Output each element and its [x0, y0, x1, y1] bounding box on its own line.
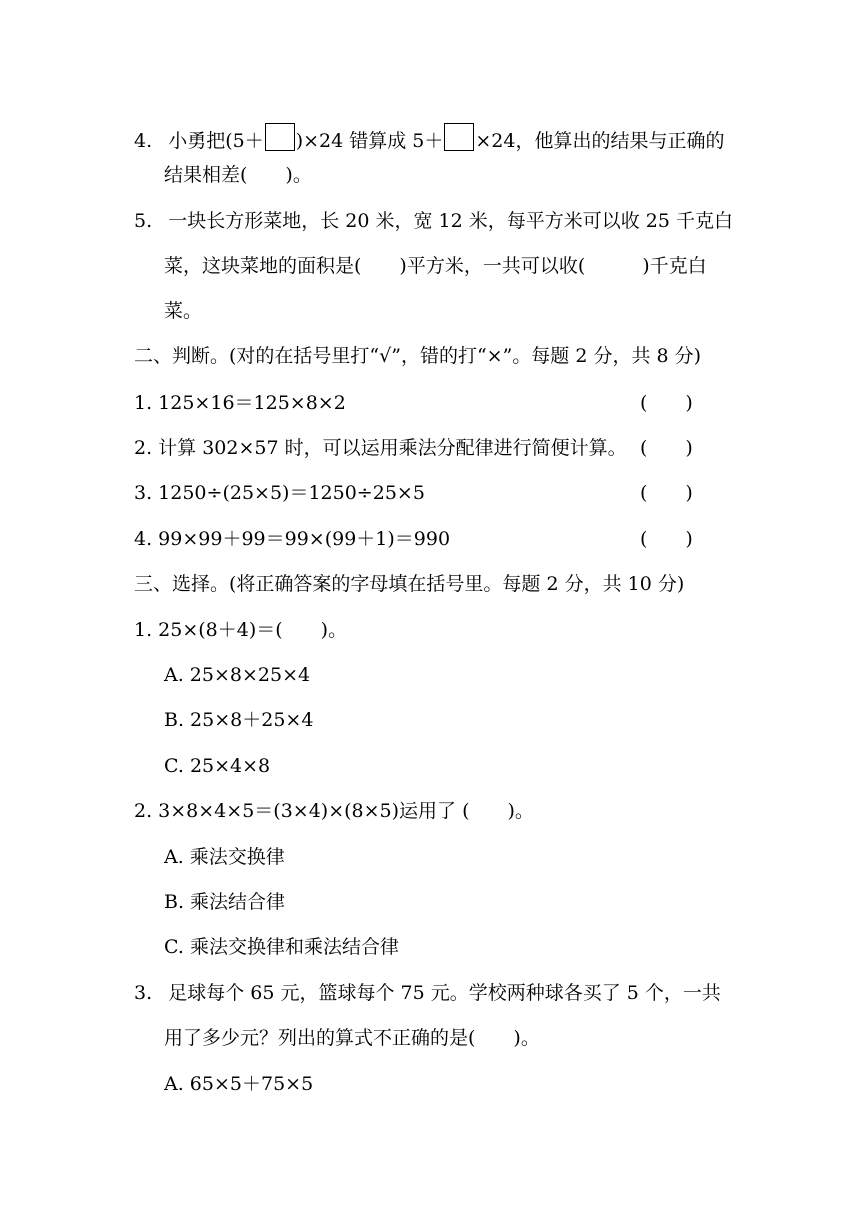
answer-paren[interactable]: ( ) [640, 437, 693, 459]
question-number: 5. [134, 210, 153, 232]
choice-question-3-line1 [134, 981, 721, 1005]
judge-item-1: 1. 125×16＝125×8×2 [134, 392, 346, 414]
judge-heading: 二、判断。(对的在括号里打“√”，错的打“×”。每题 2 分，共 8 分) [134, 345, 702, 367]
judge-item-4: 4. 99×99＋99＝99×(99＋1)＝990 [134, 528, 451, 550]
judge-item-2: 2. 计算 302×57 时，可以运用乘法分配律进行简便计算。 [134, 437, 627, 459]
question-number: 4. [134, 130, 153, 152]
choice-question-3-line2: 用了多少元？列出的算式不正确的是( )。 [164, 1027, 540, 1049]
option-c[interactable]: C. 乘法交换律和乘法结合律 [164, 936, 399, 958]
answer-paren[interactable]: ( ) [640, 482, 693, 504]
option-b[interactable]: B. 25×8＋25×4 [164, 709, 314, 731]
question-text: 一块长方形菜地，长 20 米，宽 12 米，每平方米可以收 25 千克白 [168, 210, 733, 232]
judge-item-3: 3. 1250÷(25×5)＝1250÷25×5 [134, 482, 425, 504]
question-5-line3: 菜。 [164, 300, 203, 322]
choice-question-2: 2. 3×8×4×5＝(3×4)×(8×5)运用了 ( )。 [134, 800, 534, 822]
answer-paren[interactable]: ( ) [640, 392, 693, 414]
question-text: 足球每个 65 元，篮球每个 75 元。学校两种球各买了 5 个，一共 [168, 982, 721, 1004]
choice-question-1: 1. 25×(8＋4)＝( )。 [134, 619, 348, 641]
question-4-line1 [134, 123, 725, 153]
question-text: )×24 错算成 5＋ [295, 130, 444, 152]
question-text: ×24，他算出的结果与正确的 [475, 130, 725, 152]
answer-paren[interactable]: ( ) [640, 528, 693, 550]
answer-box[interactable] [265, 123, 295, 151]
question-5-line2: 菜，这块菜地的面积是( )平方米，一共可以收( )千克白 [164, 255, 707, 277]
question-5-line1 [134, 209, 733, 233]
option-c[interactable]: C. 25×4×8 [164, 755, 271, 777]
option-a[interactable]: A. 乘法交换律 [164, 846, 285, 868]
question-number: 3. [134, 982, 153, 1004]
question-text: 小勇把(5＋ [168, 130, 264, 152]
question-4-line2: 结果相差( )。 [164, 164, 312, 186]
option-b[interactable]: B. 乘法结合律 [164, 891, 286, 913]
option-a[interactable]: A. 25×8×25×4 [164, 664, 311, 686]
option-a[interactable]: A. 65×5＋75×5 [164, 1073, 314, 1095]
answer-box[interactable] [444, 123, 474, 151]
choice-heading: 三、选择。(将正确答案的字母填在括号里。每题 2 分，共 10 分) [134, 573, 685, 595]
